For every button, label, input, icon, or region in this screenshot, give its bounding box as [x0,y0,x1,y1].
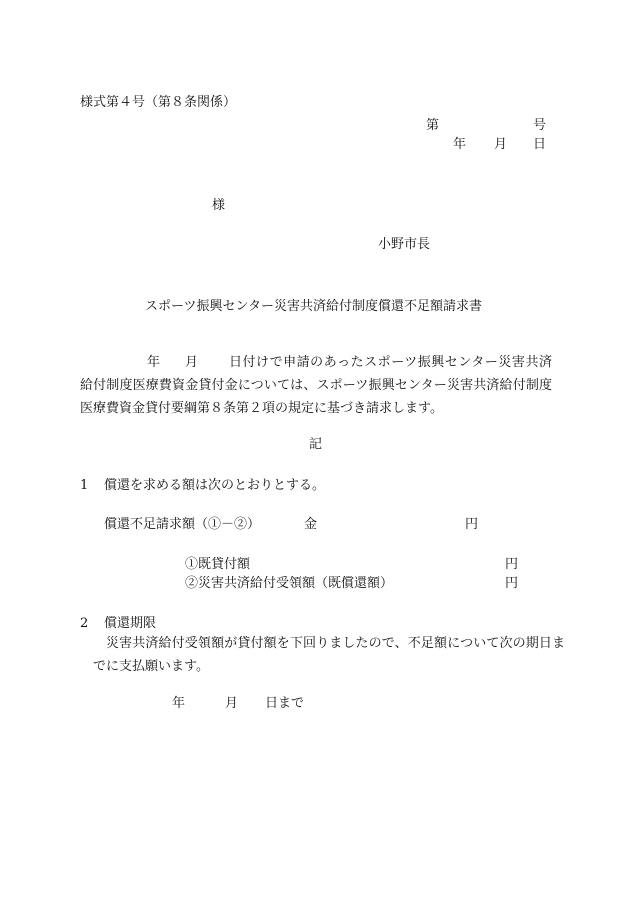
sub1-label: ①既貸付額 [185,557,251,572]
item1-heading: 償還を求める額は次のとおりとする。 [104,478,326,493]
deadline-year: 年 [172,696,186,711]
body-date-year: 年 [147,355,161,370]
item2-heading: 償還期限 [104,616,157,631]
doc-number-dai: 第 [426,118,440,133]
total-label: 償還不足請求額（①－②） [104,517,261,532]
item2-paragraph [80,632,565,678]
date-month: 月 [494,137,508,152]
date-year: 年 [453,137,467,152]
document-title: スポーツ振興センター災害共済給付制度償還不足額請求書 [145,299,482,314]
addressee-sama: 様 [212,198,226,213]
deadline-day: 日まで [265,696,305,711]
body-date-month: 月 [185,355,199,370]
sub2-label: ②災害共済給付受領額（既償還額） [185,576,394,591]
sub1-yen: 円 [505,557,519,572]
total-yen: 円 [465,517,479,532]
body-paragraph: 日付けで申請のあったスポーツ振興センター災害共済給付制度医療費資金貸付金については、スポーツ振興センター災害共済給付制度医療費資金貸付要綱第８条第２項の規定に基づき請求します。 [80,355,552,416]
kin-label: 金 [304,517,318,532]
ki-heading: 記 [309,437,323,452]
date-day: 日 [533,137,547,152]
item1-number: 1 [80,478,89,493]
item2-text: 災害共済給付受領額が貸付額を下回りましたので、不足額について次の期日までに支払願います。 [93,636,565,674]
sub2-yen: 円 [505,576,519,591]
form-number: 様式第４号（第８条関係） [80,95,237,110]
issuer: 小野市長 [378,237,431,252]
deadline-month: 月 [225,696,239,711]
item2-number: 2 [80,616,89,631]
doc-number-go: 号 [533,118,547,133]
